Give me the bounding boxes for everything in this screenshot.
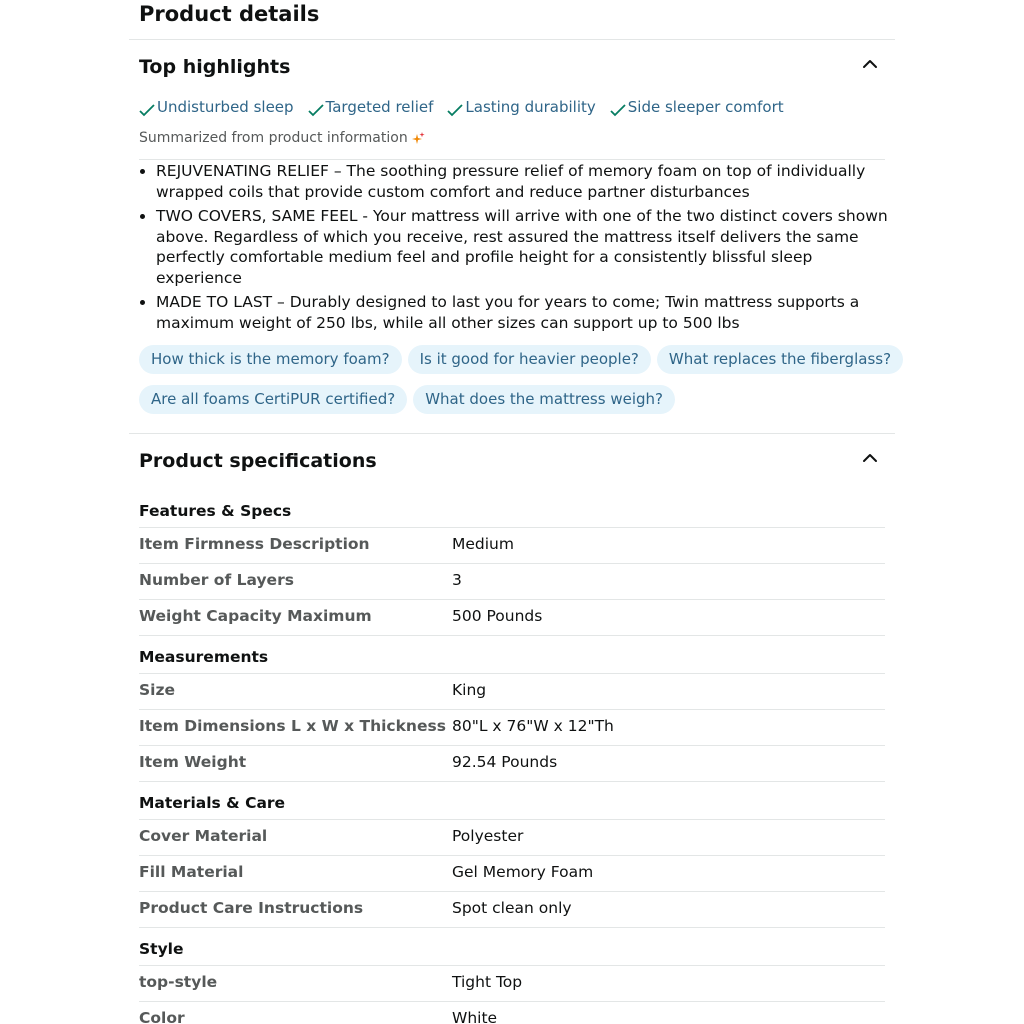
summarized-label: Summarized from product information: [139, 130, 408, 146]
product-details-title: Product details: [139, 2, 320, 26]
spec-value: King: [452, 681, 487, 699]
product-specifications-title: Product specifications: [139, 450, 377, 472]
summarized-note: [139, 128, 425, 148]
spec-key: Color: [139, 1009, 185, 1024]
check-icon: [447, 103, 463, 117]
spec-row: [139, 599, 885, 636]
spec-value: 3: [452, 571, 462, 589]
highlights-row: [139, 95, 798, 119]
bullet-item: • REJUVENATING RELIEF – The soothing pressure relief of memory foam on top of individually wrapped coils that provide custom comfort and reduce partner disturbances: [156, 161, 889, 202]
spec-value: Gel Memory Foam: [452, 863, 594, 881]
highlight-label: Lasting durability: [465, 98, 596, 116]
spec-row: [139, 819, 885, 856]
spec-key: Item Dimensions L x W x Thickness: [139, 717, 446, 735]
check-icon: [610, 103, 626, 117]
spec-value: Tight Top: [452, 973, 523, 991]
divider: [139, 635, 885, 636]
highlight-label: Side sleeper comfort: [627, 98, 784, 116]
bullet-item: • MADE TO LAST – Durably designed to last you for years to come; Twin mattress supports a maximum weight of 250 lbs, while all other sizes can support up to 500 lbs: [156, 292, 889, 333]
check-icon: [308, 103, 324, 117]
question-chip[interactable]: What replaces the fiberglass?: [657, 345, 903, 374]
spec-group-title: Style: [139, 940, 184, 958]
spec-group-title: Features & Specs: [139, 502, 292, 520]
spec-row: [139, 527, 885, 564]
spec-row: [139, 709, 885, 746]
sparkle-icon: [412, 132, 425, 145]
spec-row: [139, 673, 885, 710]
spec-value: 92.54 Pounds: [452, 753, 558, 771]
spec-key: Item Firmness Description: [139, 535, 370, 553]
highlight-item[interactable]: [308, 97, 434, 117]
top-highlights-title: Top highlights: [139, 56, 291, 78]
spec-value: Polyester: [452, 827, 524, 845]
check-icon: [139, 103, 155, 117]
highlight-item[interactable]: [610, 97, 784, 117]
spec-key: Size: [139, 681, 176, 699]
question-chip[interactable]: Are all foams CertiPUR certified?: [139, 385, 407, 414]
question-chip[interactable]: How thick is the memory foam?: [139, 345, 402, 374]
spec-key: top-style: [139, 973, 218, 991]
spec-group-title: Materials & Care: [139, 794, 286, 812]
divider: [129, 433, 895, 434]
spec-row: [139, 1001, 885, 1024]
spec-value: White: [452, 1009, 498, 1024]
spec-value: Medium: [452, 535, 514, 553]
question-chips-row-1: [139, 345, 899, 374]
spec-key: Cover Material: [139, 827, 268, 845]
spec-value: 500 Pounds: [452, 607, 543, 625]
chevron-up-icon[interactable]: [860, 54, 880, 74]
spec-key: Weight Capacity Maximum: [139, 607, 372, 625]
spec-key: Number of Layers: [139, 571, 294, 589]
divider: [139, 159, 885, 160]
highlights-bullets: [139, 161, 889, 336]
question-chip[interactable]: What does the mattress weigh?: [413, 385, 675, 414]
highlight-item[interactable]: [447, 97, 595, 117]
divider: [139, 927, 885, 928]
spec-row: [139, 891, 885, 928]
spec-row: [139, 745, 885, 782]
highlight-label: Undisturbed sleep: [157, 98, 294, 116]
highlight-label: Targeted relief: [325, 98, 434, 116]
highlight-item[interactable]: [139, 97, 294, 117]
spec-value: 80"L x 76"W x 12"Th: [452, 717, 614, 735]
divider: [129, 39, 895, 40]
spec-key: Fill Material: [139, 863, 244, 881]
spec-value: Spot clean only: [452, 899, 572, 917]
spec-key: Item Weight: [139, 753, 247, 771]
question-chips-row-2: [139, 385, 899, 414]
bullet-item: • TWO COVERS, SAME FEEL - Your mattress will arrive with one of the two distinct covers shown above. Regardless of which you receive, rest assured the mattress itself delivers the same perfectly comfortable medium feel and profile height for a consistently blissful sleep experience: [156, 206, 889, 288]
spec-row: [139, 965, 885, 1002]
chevron-up-icon[interactable]: [860, 448, 880, 468]
spec-group-title: Measurements: [139, 648, 269, 666]
spec-row: [139, 563, 885, 600]
divider: [139, 781, 885, 782]
spec-key: Product Care Instructions: [139, 899, 364, 917]
question-chip[interactable]: Is it good for heavier people?: [408, 345, 651, 374]
spec-row: [139, 855, 885, 892]
